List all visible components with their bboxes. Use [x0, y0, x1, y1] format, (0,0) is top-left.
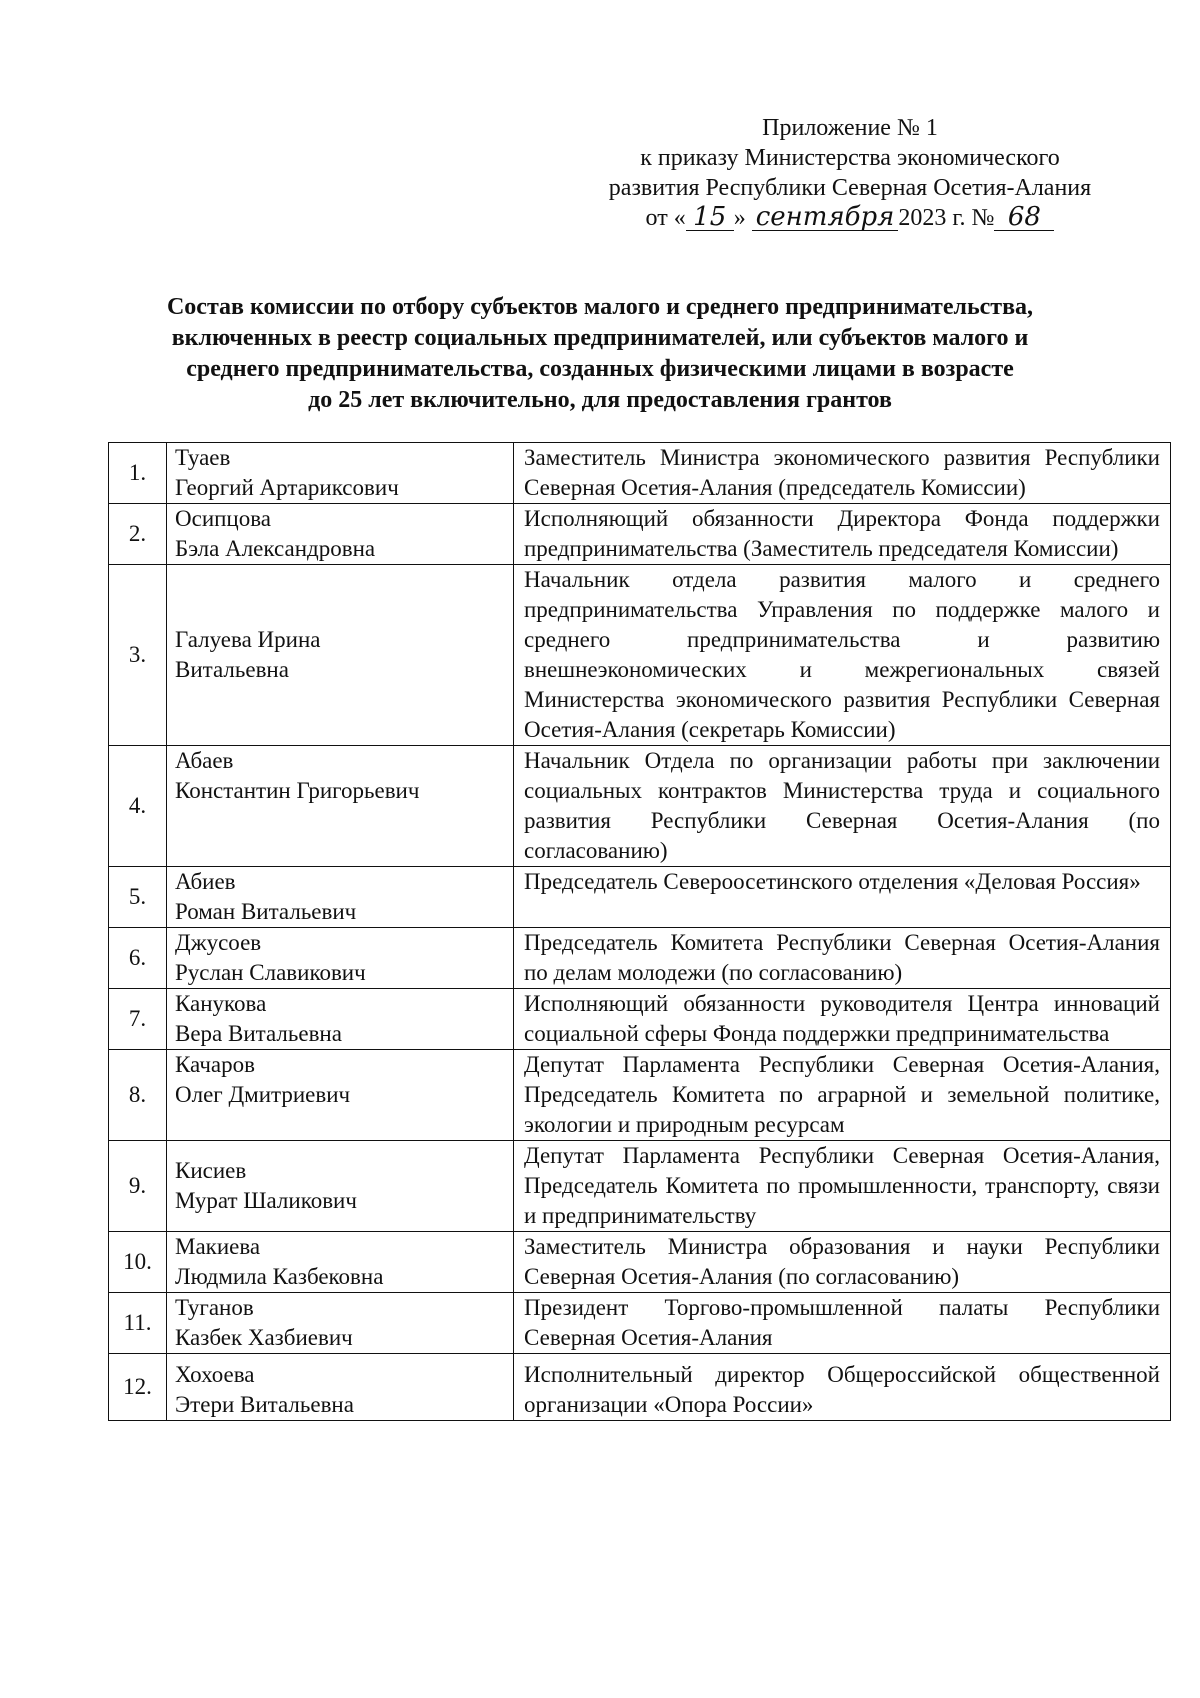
member-given-names: Бэла Александровна	[175, 536, 376, 561]
table-row	[109, 565, 1171, 746]
table-row	[109, 1141, 1171, 1232]
date-year: 2023 г. №	[898, 205, 995, 231]
row-number: 12.	[109, 1354, 167, 1421]
member-position: Заместитель Министра образования и науки Республики Северная Осетия-Алания (по согласованию)	[514, 1232, 1171, 1293]
member-given-names: Константин Григорьевич	[175, 778, 420, 803]
date-prefix: от «	[645, 205, 686, 231]
handwritten-day: 15	[686, 204, 734, 231]
title-line: Состав комиссии по отбору субъектов малого и среднего предпринимательства,	[166, 294, 1034, 320]
table-row	[109, 504, 1171, 565]
member-name	[167, 1232, 514, 1293]
row-number: 6.	[109, 928, 167, 989]
row-number: 2.	[109, 504, 167, 565]
row-number: 5.	[109, 867, 167, 928]
member-surname: Осипцова	[175, 506, 272, 531]
handwritten-order-number: 68	[994, 204, 1054, 231]
member-given-names: Роман Витальевич	[175, 899, 357, 924]
member-position: Депутат Парламента Республики Северная Осетия-Алания, Председатель Комитета по промышленности, транспорту, связи и предпринимательству	[514, 1141, 1171, 1232]
member-surname: Абиев	[175, 869, 236, 894]
member-given-names: Людмила Казбековна	[175, 1264, 384, 1289]
member-given-names: Витальевна	[175, 657, 289, 682]
row-number: 1.	[109, 443, 167, 504]
table-row	[109, 1293, 1171, 1354]
member-surname: Туганов	[175, 1295, 254, 1320]
member-position: Депутат Парламента Республики Северная Осетия-Алания, Председатель Комитета по аграрной и земельной политике, экологии и природным ресурсам	[514, 1050, 1171, 1141]
member-given-names: Руслан Славикович	[175, 960, 366, 985]
member-surname: Джусоев	[175, 930, 262, 955]
row-number: 10.	[109, 1232, 167, 1293]
row-number: 4.	[109, 746, 167, 867]
row-number: 7.	[109, 989, 167, 1050]
appendix-header	[570, 113, 1130, 233]
member-name	[167, 928, 514, 989]
row-number: 9.	[109, 1141, 167, 1232]
member-surname: Галуева Ирина	[175, 627, 321, 652]
member-given-names: Георгий Артариксович	[175, 475, 399, 500]
appendix-date-line	[570, 203, 1130, 233]
table-row	[109, 867, 1171, 928]
member-surname: Канукова	[175, 991, 267, 1016]
member-surname: Туаев	[175, 445, 231, 470]
member-position: Исполняющий обязанности Директора Фонда поддержки предпринимательства (Заместитель председателя Комиссии)	[514, 504, 1171, 565]
member-surname: Хохоева	[175, 1362, 255, 1387]
appendix-ministry: развития Республики Северная Осетия-Алания	[608, 175, 1092, 201]
handwritten-month: сентября	[752, 204, 899, 231]
title-line: до 25 лет включительно, для предоставления грантов	[308, 387, 892, 413]
member-surname: Абаев	[175, 748, 234, 773]
table-row	[109, 1232, 1171, 1293]
member-name	[167, 443, 514, 504]
table-row	[109, 1050, 1171, 1141]
row-number: 11.	[109, 1293, 167, 1354]
member-name	[167, 504, 514, 565]
table-row	[109, 928, 1171, 989]
document-title	[100, 292, 1100, 416]
member-position: Председатель Комитета Республики Северная Осетия-Алания по делам молодежи (по согласованию)	[514, 928, 1171, 989]
member-position: Президент Торгово-промышленной палаты Республики Северная Осетия-Алания	[514, 1293, 1171, 1354]
table-row	[109, 1354, 1171, 1421]
table-row	[109, 443, 1171, 504]
member-position: Председатель Североосетинского отделения «Деловая Россия»	[514, 867, 1171, 928]
member-name	[167, 1293, 514, 1354]
member-name	[167, 1050, 514, 1141]
member-name	[167, 1141, 514, 1232]
row-number: 8.	[109, 1050, 167, 1141]
member-given-names: Мурат Шаликович	[175, 1188, 357, 1213]
member-name	[167, 867, 514, 928]
title-line: включенных в реестр социальных предпринимателей, или субъектов малого и	[171, 325, 1029, 351]
member-name	[167, 1354, 514, 1421]
commission-table	[108, 442, 1171, 1421]
date-mid: »	[733, 205, 746, 231]
member-name	[167, 989, 514, 1050]
member-given-names: Олег Дмитриевич	[175, 1082, 351, 1107]
member-given-names: Вера Витальевна	[175, 1021, 342, 1046]
member-surname: Качаров	[175, 1052, 255, 1077]
appendix-order-ref: к приказу Министерства экономического	[640, 145, 1060, 171]
table-row	[109, 989, 1171, 1050]
member-name	[167, 565, 514, 746]
member-position: Заместитель Министра экономического развития Республики Северная Осетия-Алания (председатель Комиссии)	[514, 443, 1171, 504]
row-number: 3.	[109, 565, 167, 746]
member-surname: Кисиев	[175, 1158, 247, 1183]
table-row	[109, 746, 1171, 867]
member-position: Начальник отдела развития малого и среднего предпринимательства Управления по поддержке малого и среднего предпринимательства и развитию внешнеэкономических и межрегиональных связей Министерства экономического развития Республики Северная Осетия-Алания (секретарь Комиссии)	[514, 565, 1171, 746]
title-line: среднего предпринимательства, созданных физическими лицами в возрасте	[186, 356, 1014, 382]
member-given-names: Казбек Хазбиевич	[175, 1325, 353, 1350]
member-position: Исполняющий обязанности руководителя Центра инноваций социальной сферы Фонда поддержки предпринимательства	[514, 989, 1171, 1050]
member-position: Исполнительный директор Общероссийской общественной организации «Опора России»	[514, 1354, 1171, 1421]
member-given-names: Этери Витальевна	[175, 1392, 354, 1417]
member-position: Начальник Отдела по организации работы при заключении социальных контрактов Министерства труда и социального развития Республики Северная Осетия-Алания (по согласованию)	[514, 746, 1171, 867]
member-name	[167, 746, 514, 867]
member-surname: Макиева	[175, 1234, 261, 1259]
appendix-title: Приложение № 1	[762, 115, 938, 141]
